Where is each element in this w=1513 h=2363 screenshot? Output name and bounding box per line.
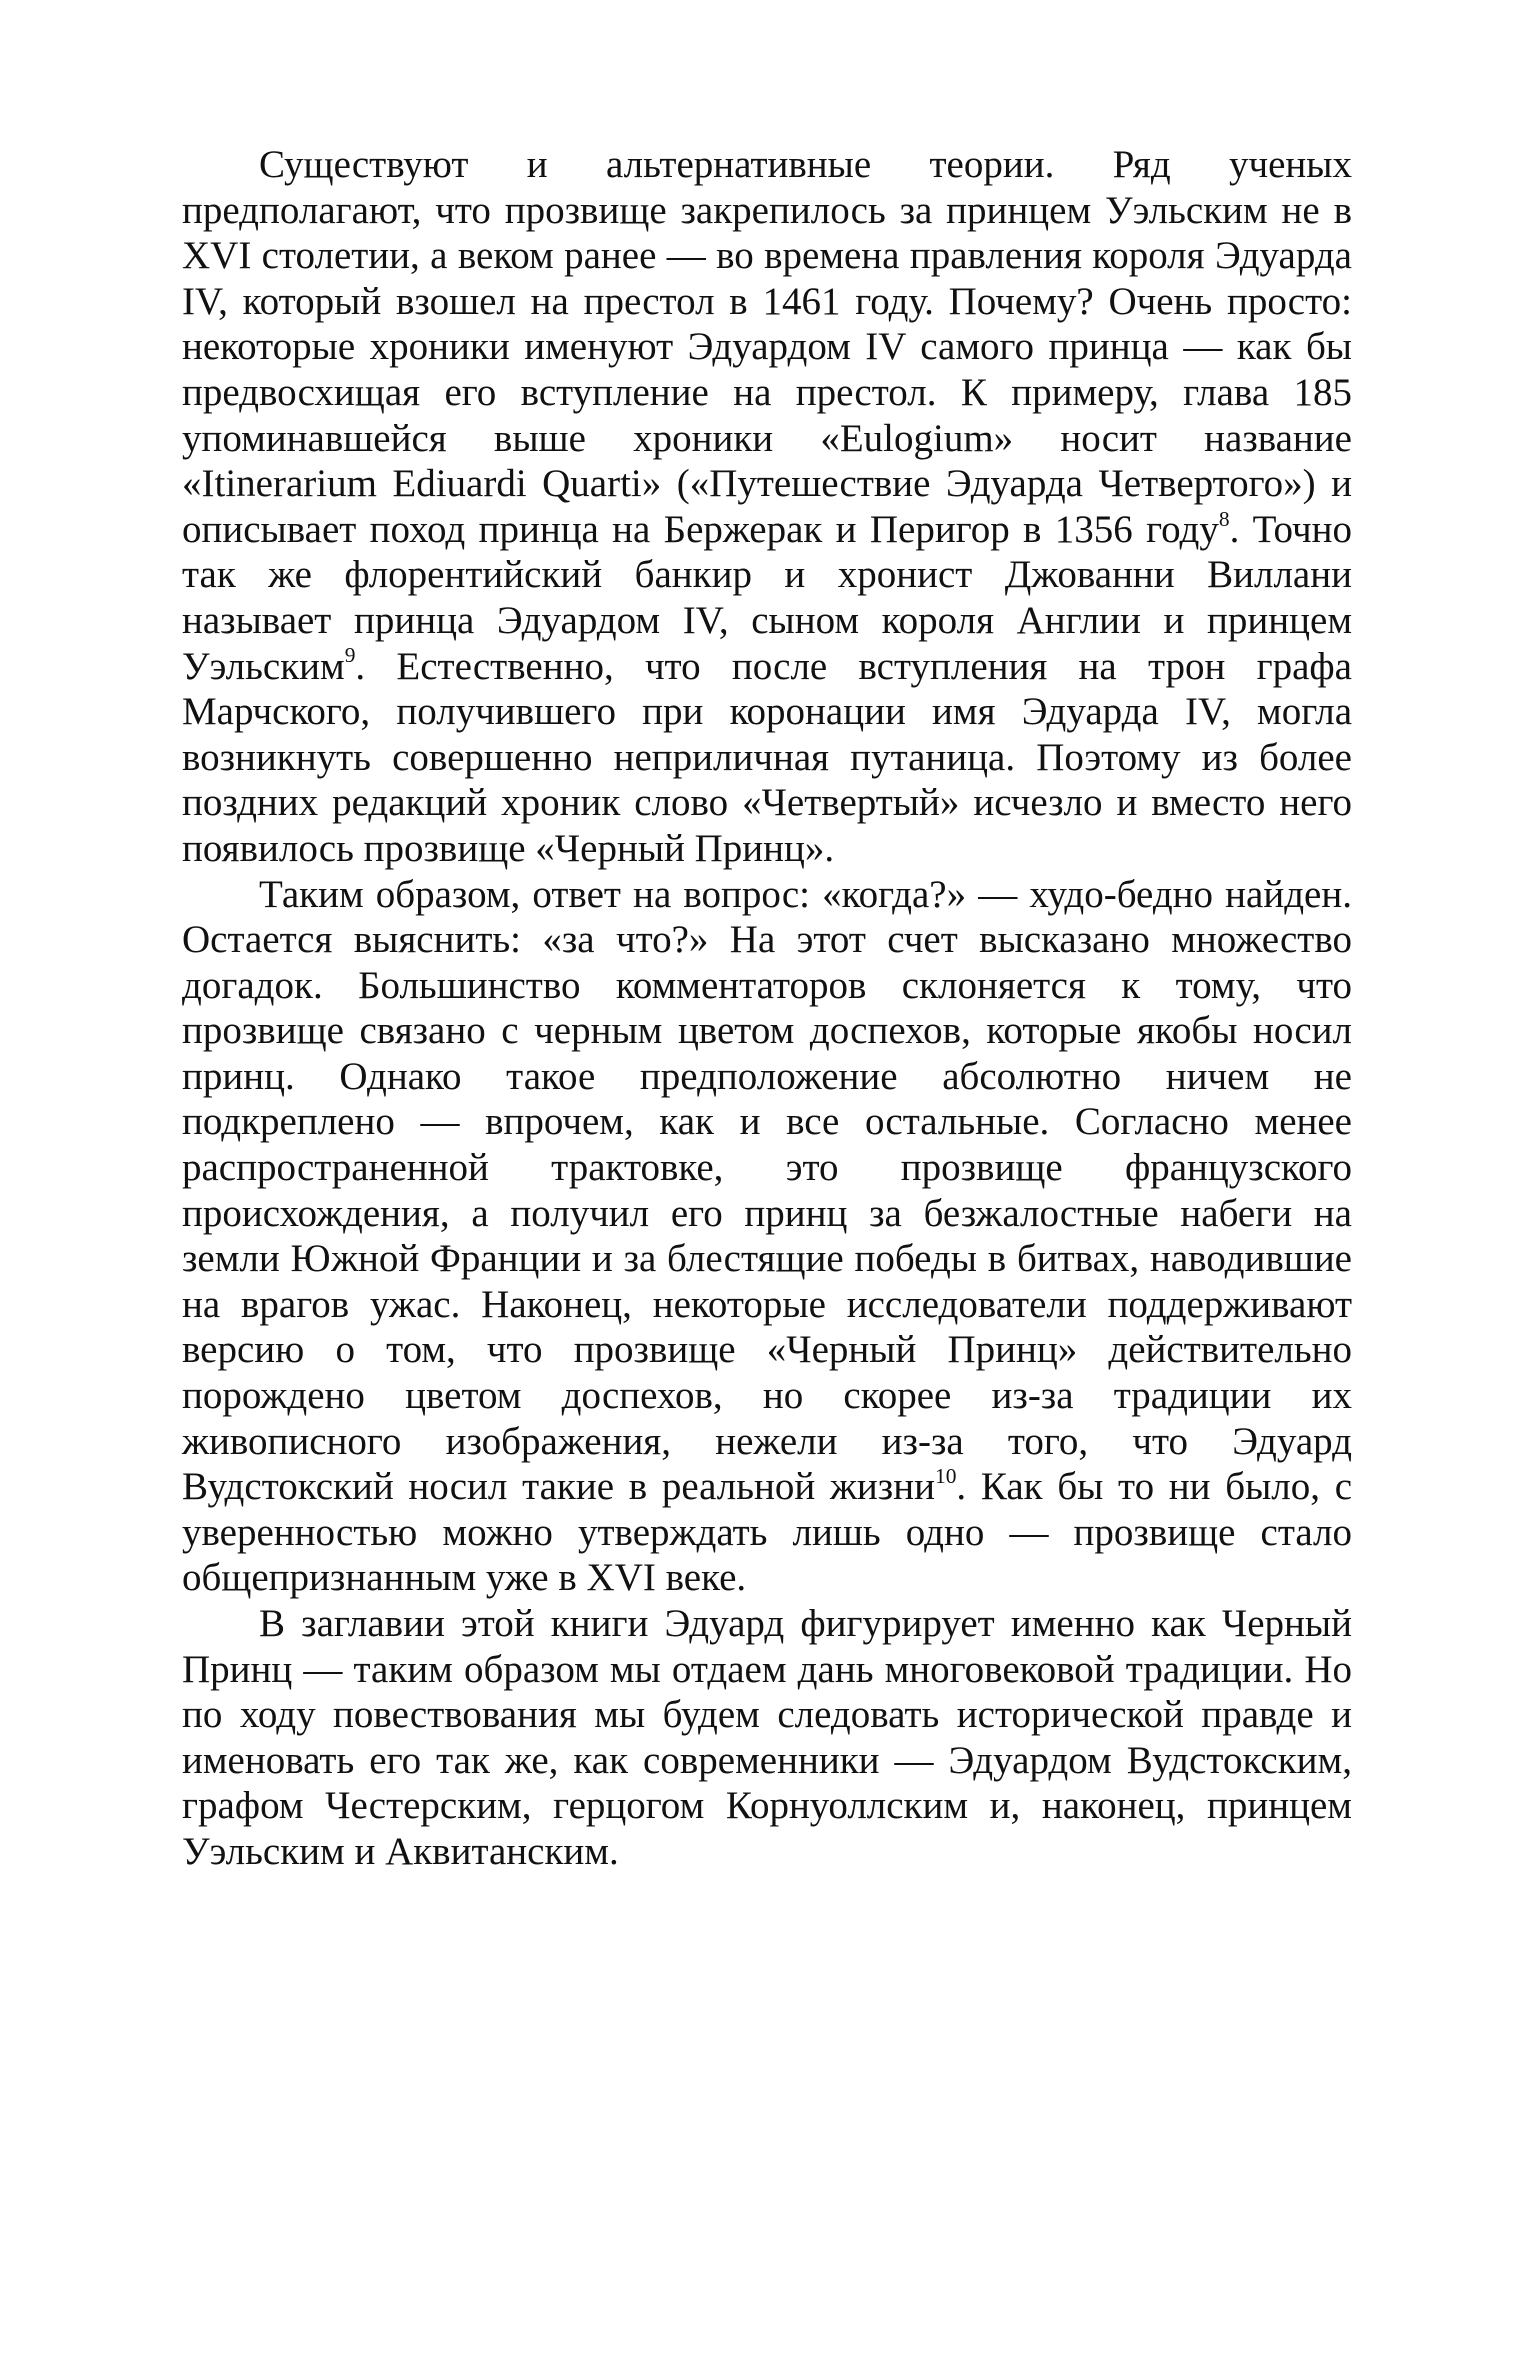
- footnote-ref-10[interactable]: 10: [934, 1464, 957, 1489]
- paragraph-1-text-c: . Естественно, что после вступления на трон графа Марчского, получившего при коронации имя Эдуарда IV, могла возникнуть совершенно неприличная путаница. Поэтому из более поздних редакций хроник слово «Четвертый» исчезло и вместо него появилось прозвище «Черный Принц».: [182, 644, 1352, 870]
- paragraph-1-text-b: . Точно так же флорентийский банкир и хронист Джованни Виллани называет принца Эдуардом IV, сыном короля Англии и принцем Уэльским: [182, 507, 1352, 688]
- paragraph-book-title-note: [182, 1601, 1352, 1875]
- book-page-text: [182, 142, 1352, 1875]
- paragraph-1-text-a: Существуют и альтернативные теории. Ряд ученых предполагают, что прозвище закрепилось за принцем Уэльским не в XVI столетии, а веком ранее — во времена правления короля Эдуарда IV, который взошел на престол в 1461 году. Почему? Очень просто: некоторые хроники именуют Эдуардом IV самого принца — как бы предвосхищая его вступление на престол. К примеру, глава 185 упоминавшейся выше хроники «Eulogium» носит название «Itinerarium Ediuardi Quarti» («Путешествие Эдуарда Четвертого») и описывает поход принца на Бержерак и Перигор в 1356 году: [182, 143, 1352, 551]
- footnote-ref-9[interactable]: 9: [344, 643, 356, 668]
- paragraph-3-text: В заглавии этой книги Эдуард фигурирует именно как Черный Принц — таким образом мы отдаем дань многовековой традиции. Но по ходу повествования мы будем следовать исторической правде и именовать его так же, как современники — Эдуардом Вудстокским, графом Честерским, герцогом Корнуоллским и, наконец, принцем Уэльским и Аквитанским.: [182, 1602, 1352, 1873]
- paragraph-alternative-theories: [182, 142, 1352, 872]
- footnote-ref-8[interactable]: 8: [1218, 506, 1230, 531]
- paragraph-why-nickname: [182, 872, 1352, 1602]
- paragraph-2-text-b: . Как бы то ни было, с уверенностью можно утверждать лишь одно — прозвище стало общепризнанным уже в XVI веке.: [182, 1465, 1352, 1600]
- paragraph-2-text-a: Таким образом, ответ на вопрос: «когда?» — худо-бедно найден. Остается выяснить: «за что?» На этот счет высказано множество догадок. Большинство комментаторов склоняется к тому, что прозвище связано с черным цветом доспехов, которые якобы носил принц. Однако такое предположение абсолютно ничем не подкреплено — впрочем, как и все остальные. Согласно менее распространенной трактовке, это прозвище французского происхождения, а получил его принц за безжалостные набеги на земли Южной Франции и за блестящие победы в битвах, наводившие на врагов ужас. Наконец, некоторые исследователи поддерживают версию о том, что прозвище «Черный Принц» действительно порождено цветом доспехов, но скорее из-за традиции их живописного изображения, нежели из-за того, что Эдуард Вудстокский носил такие в реальной жизни: [182, 872, 1352, 1509]
